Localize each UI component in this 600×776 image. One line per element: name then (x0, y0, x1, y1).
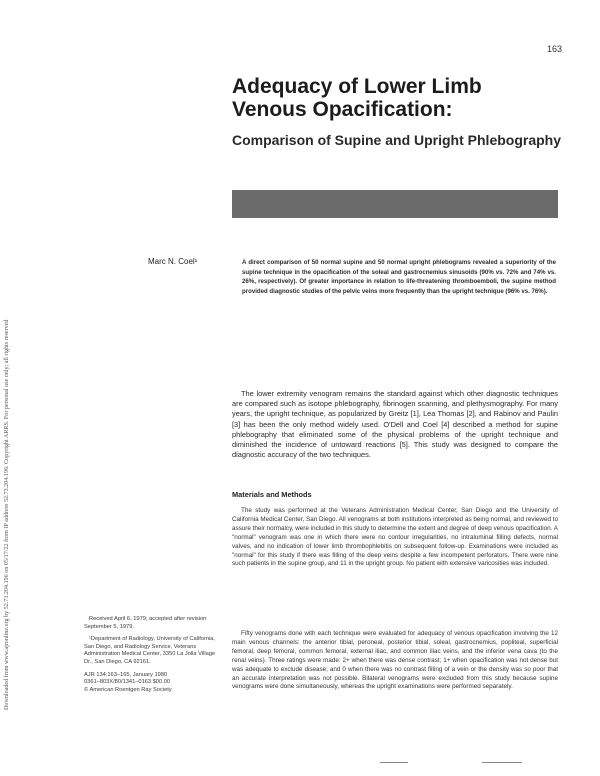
download-notice: Downloaded from www.ajronline.org by 52.73.204.196 on 05/17/22 from IP address 52.73.204.196. Copyright ARRS. For personal use only; all rights reserved (4, 319, 10, 710)
author-name: Marc N. Coel¹ (148, 257, 198, 266)
article-title: Adequacy of Lower Limb Venous Opacification: (232, 75, 482, 121)
methods-paragraph-2: Fifty venograms done with each technique were evaluated for adequacy of venous opacification involving the 12 main venous channels: the anterior tibial, peroneal, posterior tibial, soleal, gastrocnemius, popliteal, superficial femoral, deep femoral, common femoral, external iliac, and common iliac veins, and the inferior vena cava (to the renal veins). Three ratings were made: 2+ when there was dense contrast; 1+ when opacification was not dense but was adequate to exclude disease; and 0 when there was no contrast filling of a vein or the density was so poor that an accurate interpretation was not possible. Bilateral venograms were excluded from this study because supine venograms were done simultaneously, whereas the upright examinations were performed separately. (232, 630, 558, 691)
footnote-citation: AJR 134:163–165, January 1980 (84, 671, 168, 678)
bottom-rule-right (482, 762, 522, 763)
methods-paragraph-1: The study was performed at the Veterans Administration Medical Center, San Diego and the University of California Medical Center, San Diego. All venograms at both institutions interpreted as being normal, and reviewed to assure their normalcy, were included in this study to determine the extent and degree of deep venous opacification. A "normal" venogram was one in which there were no contour irregularities, no intraluminal filling defects, normal valves, and no indication of lower limb thrombophlebitis on subsequent follow-up. Examinations were included as "normal" for this study if there was filling of the deep veins despite a few incompetent perforators. There were nine such patients in the supine group, and 11 in the upright group. No patient with extensive varicosities was included. (232, 507, 558, 568)
section-heading-methods: Materials and Methods (232, 490, 312, 499)
bottom-rule-left (380, 762, 408, 763)
abstract: A direct comparison of 50 normal supine and 50 normal upright phlebograms revealed a superiority of the supine technique in the opacification of the soleal and gastrocnemius sinusoids (90% vs. 72% and 74% vs. 26%, respectively). Of greater importance in relation to life-threatening thromboemboli, the supine method provided diagnostic studies of the pelvic veins more frequently than the upright technique (96% vs. 76%). (242, 259, 556, 295)
footnote-affiliation: ¹Department of Radiology, University of California, San Diego, and Radiology Service, Veterans Administration Medical Center, 3350 La Jolla Village Dr., San Diego, CA 92161. (84, 636, 216, 665)
article-subtitle: Comparison of Supine and Upright Phlebography (232, 132, 562, 148)
footnote-issn: 0361–803X/80/1341–0163 $00.00 (84, 679, 171, 686)
page-number: 163 (546, 44, 562, 54)
intro-paragraph: The lower extremity venogram remains the standard against which other diagnostic techniques are compared such as isotope phlebography, fibrinogen scanning, and plethysmography. For many years, the upright technique, as popularized by Greitz [1], Lea Thomas [2], and Rabinov and Paulin [3] has been the only method widely used. O'Dell and Coel [4] described a method for supine phlebography that eliminated some of the physical problems of the upright technique and diminished the incidence of untoward reactions [5]. This study was designed to compare the diagnostic accuracy of the two techniques. (232, 389, 558, 460)
footnotes (84, 616, 220, 694)
title-band (232, 190, 558, 218)
footnote-society: © American Roentgen Ray Society (84, 686, 172, 693)
footnote-received: Received April 6, 1979; accepted after revision September 5, 1979. (84, 616, 207, 630)
